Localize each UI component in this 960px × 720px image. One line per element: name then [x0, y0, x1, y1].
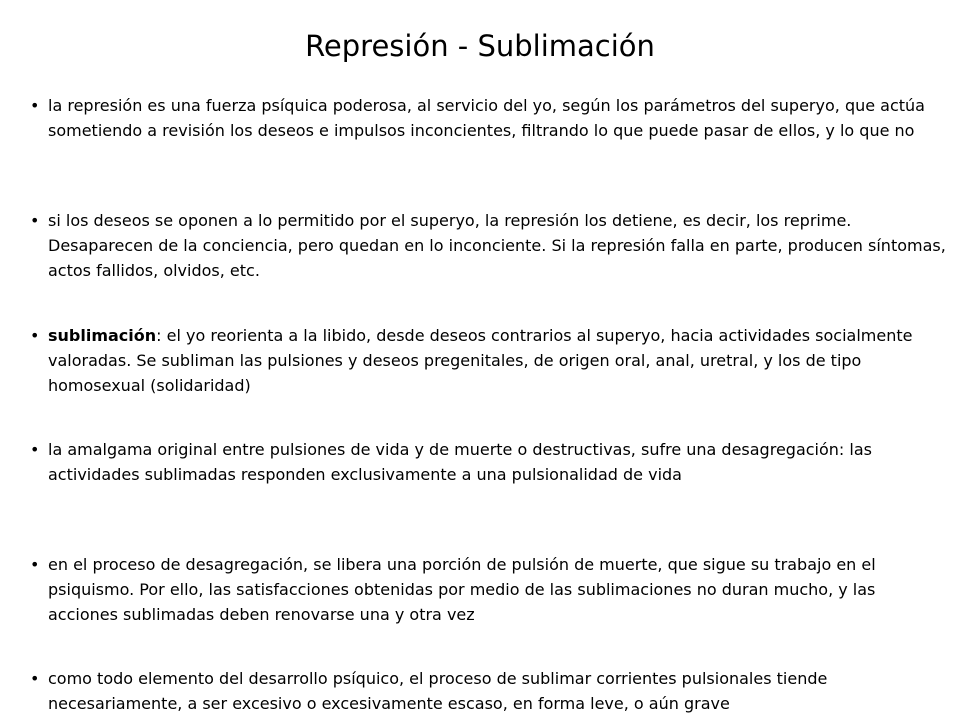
bullet-text: como todo elemento del desarrollo psíquico, el proceso de sublimar corrientes pulsionales tiende necesariamente, a ser excesivo o excesivamente escaso, en forma leve, o aún grave — [48, 669, 828, 713]
bullet-text: la amalgama original entre pulsiones de vida y de muerte o destructivas, sufre una desagregación: las actividades sublimadas responden exclusivamente a una pulsionalidad de vida — [48, 440, 872, 484]
bullet-term-description: : el yo reorienta a la libido, desde deseos contrarios al superyo, hacia actividades socialmente valoradas. Se subliman las pulsiones y deseos pregenitales, de origen oral, anal, uretral, y los de tipo homosexual (solidaridad) — [48, 326, 913, 395]
bullet-dot-icon: • — [30, 669, 40, 688]
bullet-dot-icon: • — [30, 440, 40, 459]
bullet-text: en el proceso de desagregación, se libera una porción de pulsión de muerte, que sigue su trabajo en el psiquismo. Por ello, las satisfacciones obtenidas por medio de las sublimaciones no duran mucho, y las acciones sublimadas deben renovarse una y otra vez — [48, 555, 876, 624]
bullet-text: la represión es una fuerza psíquica poderosa, al servicio del yo, según los parámetros del superyo, que actúa sometiendo a revisión los deseos e impulsos inconcientes, filtrando lo que puede pasar de ellos, y lo que no — [48, 96, 925, 140]
bullet-term: sublimación — [48, 326, 157, 345]
bullet-text: si los deseos se oponen a lo permitido por el superyo, la represión los detiene, es decir, los reprime. Desaparecen de la conciencia, pero quedan en lo inconciente. Si la represión falla en parte, producen síntomas, actos fallidos, olvidos, etc. — [48, 211, 946, 280]
bullet-dot-icon: • — [30, 211, 40, 230]
bullet-dot-icon: • — [30, 555, 40, 574]
bullet-text — [48, 323, 948, 398]
bullet-dot-icon: • — [30, 96, 40, 115]
slide-title: Represión - Sublimación — [305, 29, 655, 63]
bullet-dot-icon: • — [30, 326, 40, 345]
